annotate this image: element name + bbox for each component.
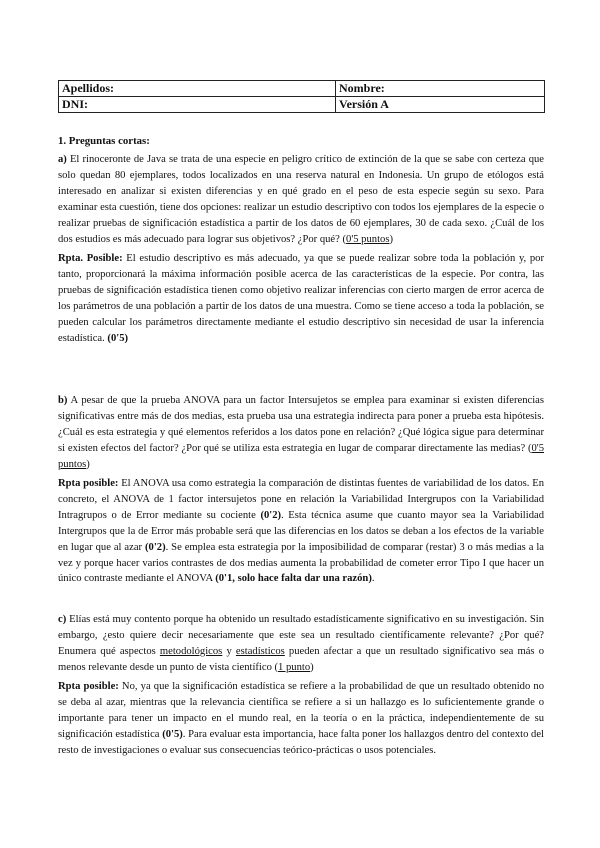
answer-a-label: Rpta. Posible: bbox=[58, 253, 123, 264]
answer-b-points-2: (0'2) bbox=[145, 541, 166, 553]
answer-a-body: El estudio descriptivo es más adecuado, ya que se puede realizar sobre toda la población y, por tanto, proporcionará la máxima información posible acerca de las características de la especie. Por contra, las pruebas de significación estadística tienen como objetivo realizar inferencias con cierto margen de error acerca de los parámetros de una población a partir de los datos de una muestra. Como se tiene acceso a toda la población, se pueden calcular los parámetros directamente mediante el estudio descriptivo sin necesidad de usar la inferencia estadística. bbox=[58, 253, 545, 344]
answer-a-text bbox=[58, 251, 544, 346]
question-c-body-1: Elías está muy contento porque ha obtenido un resultado estadísticamente significativo en su investigación. Sin embargo, ¿esto quiere decir necesariamente que este sea un resultado científicamente relevante? ¿Por qué? Enumera qué aspectos bbox=[58, 614, 544, 657]
question-a-label: a) bbox=[58, 154, 67, 165]
answer-c-label: Rpta posible: bbox=[58, 681, 119, 692]
answer-a bbox=[58, 251, 544, 346]
answer-c-points: (0'5) bbox=[162, 728, 183, 740]
version-cell bbox=[336, 97, 545, 113]
section-title: 1. Preguntas cortas: bbox=[58, 135, 150, 147]
question-a-text: a) El rinoceronte de Java se trata de una especie en peligro crítico de extinción de la que se sabe con certeza que solo quedan 80 ejemplares, todos localizados en una reserva natural en Indonesia. Un grupo de etólogos está interesado en analizar si existen diferencias y en qué grado en el peso de esta especie según su sexo. Para examinar esta cuestión, tiene dos opciones: realizar un estudio descriptivo con todos los ejemplares de la especie o realizar pruebas de significación estadística a partir de los datos de 60 ejemplares, 30 de cada sexo. ¿Cuál de los dos estudios es más adecuado para lograr sus objetivos? ¿Por qué? (0'5 puntos) bbox=[58, 154, 544, 245]
answer-c bbox=[58, 679, 544, 759]
answer-c-text bbox=[58, 679, 544, 759]
answer-b-text bbox=[58, 476, 544, 587]
question-b-text: b) A pesar de que la prueba ANOVA para un factor Intersujetos se emplea para examinar si existen diferencias significativas entre más de dos medias, esta prueba usa una estrategia indirecta para poner a prueba esta hipótesis. ¿Cuál es esta estrategia y qué elementos referidos a los datos pone en relación? ¿Qué lógica sigue para determinar si existen efectos del factor? ¿Por qué se utiliza esta estrategia en lugar de comparar directamente las medias? (0'5 puntos) bbox=[58, 395, 544, 470]
question-a-points: 0'5 puntos bbox=[346, 233, 390, 245]
answer-b-label: Rpta posible: bbox=[58, 478, 119, 489]
answer-b-end: . bbox=[371, 573, 375, 585]
question-c-statistical: estadísticos bbox=[235, 645, 285, 657]
answer-a-points: (0'5) bbox=[107, 332, 129, 344]
question-c-body-3: pueden afectar a que un resultado significativo sea más o menos relevante desde un punto de vista científico bbox=[58, 645, 545, 673]
apellidos-label: Apellidos: bbox=[62, 81, 115, 95]
nombre-label: Nombre: bbox=[339, 81, 385, 95]
apellidos-field[interactable] bbox=[59, 81, 336, 97]
question-c-points: 1 punto bbox=[278, 661, 311, 673]
question-b-body: A pesar de que la prueba ANOVA para un factor Intersujetos se emplea para examinar si existen diferencias significativas entre más de dos medias, esta prueba usa una estrategia indirecta para poner a prueba esta hipótesis. ¿Cuál es esta estrategia y qué elementos referidos a los datos pone en relación? ¿Qué lógica sigue para determinar si existen efectos del factor? ¿Por qué se utiliza esta estrategia en lugar de comparar directamente las medias? bbox=[58, 395, 544, 454]
nombre-field[interactable] bbox=[336, 81, 545, 97]
question-c-text: c) Elías está muy contento porque ha obtenido un resultado estadísticamente significativo en su investigación. Sin embargo, ¿esto quiere decir necesariamente que este sea un resultado científicamente relevante? ¿Por qué? Enumera qué aspectos metodológicos y estadísticos pueden afectar a que un resultado significativo sea más o menos relevante desde un punto de vista científico (1 punto) bbox=[58, 614, 545, 673]
student-info-table bbox=[58, 80, 545, 113]
question-a-body: El rinoceronte de Java se trata de una especie en peligro crítico de extinción de la que se sabe con certeza que solo quedan 80 ejemplares, todos localizados en una reserva natural en Indonesia. Un grupo de etólogos está interesado en analizar si existen diferencias y en qué grado en el peso de esta especie según su sexo. Para examinar esta cuestión, tiene dos opciones: realizar un estudio descriptivo con todos los ejemplares de la especie o realizar pruebas de significación estadística a partir de los datos de 60 ejemplares, 30 de cada sexo. ¿Cuál de los dos estudios es más adecuado para lograr sus objetivos? ¿Por qué? bbox=[58, 154, 544, 245]
question-a bbox=[58, 152, 544, 247]
answer-c-body-1: No, ya que la significación estadística se refiere a la probabilidad de que un resultado obtenido no se deba al azar, mientras que la relevancia científica se refiere a si un hallazgo es lo suficientemente grande o importante para tener un impacto en el mundo real, en la teoría o en la práctica, independientemente de su significación estadística bbox=[58, 681, 544, 740]
question-c-label: c) bbox=[58, 614, 67, 625]
section-title-block bbox=[58, 134, 544, 150]
question-c bbox=[58, 612, 544, 676]
answer-b-body-1: El ANOVA usa como estrategia la comparación de distintas fuentes de variabilidad de los datos. En concreto, el ANOVA de 1 factor intersujetos pone en relación la Variabilidad Intergrupos con la Variabilidad Intragrupos o de Error mediante su cociente bbox=[58, 478, 544, 521]
answer-c-body-2: . Para evaluar esta importancia, hace falta poner los hallazgos dentro del contexto del resto de investigaciones o evaluar sus consecuencias teórico-prácticas o usos potenciales. bbox=[58, 728, 544, 756]
question-b-points: 0'5 puntos bbox=[58, 442, 544, 470]
answer-b-body-3: . Se emplea esta estrategia por la imposibilidad de comparar (restar) 3 o más medias a la vez y porque hacer varios contrastes de dos medias aumenta la probabilidad de cometer error Tipo I que hacer un único contraste mediante el ANOVA bbox=[58, 541, 544, 585]
answer-b-points-1: (0'2) bbox=[260, 509, 282, 521]
question-b-label: b) bbox=[58, 395, 68, 406]
question-c-body-2: y bbox=[222, 645, 236, 657]
answer-b bbox=[58, 476, 544, 587]
dni-label: DNI: bbox=[62, 97, 88, 111]
dni-field[interactable] bbox=[59, 97, 336, 113]
answer-b-points-3: (0'1, solo hace falta dar una razón) bbox=[215, 573, 372, 585]
answer-b-body-2: . Esta técnica asume que cuanto mayor sea la Variabilidad Intergrupos que la de Error más probable será que las diferencias en los datos se deban a los efectos de la variable en lugar que al azar bbox=[58, 509, 544, 553]
question-b bbox=[58, 393, 544, 473]
question-c-methodological: metodológicos bbox=[159, 645, 223, 657]
version-label: Versión A bbox=[339, 97, 389, 111]
